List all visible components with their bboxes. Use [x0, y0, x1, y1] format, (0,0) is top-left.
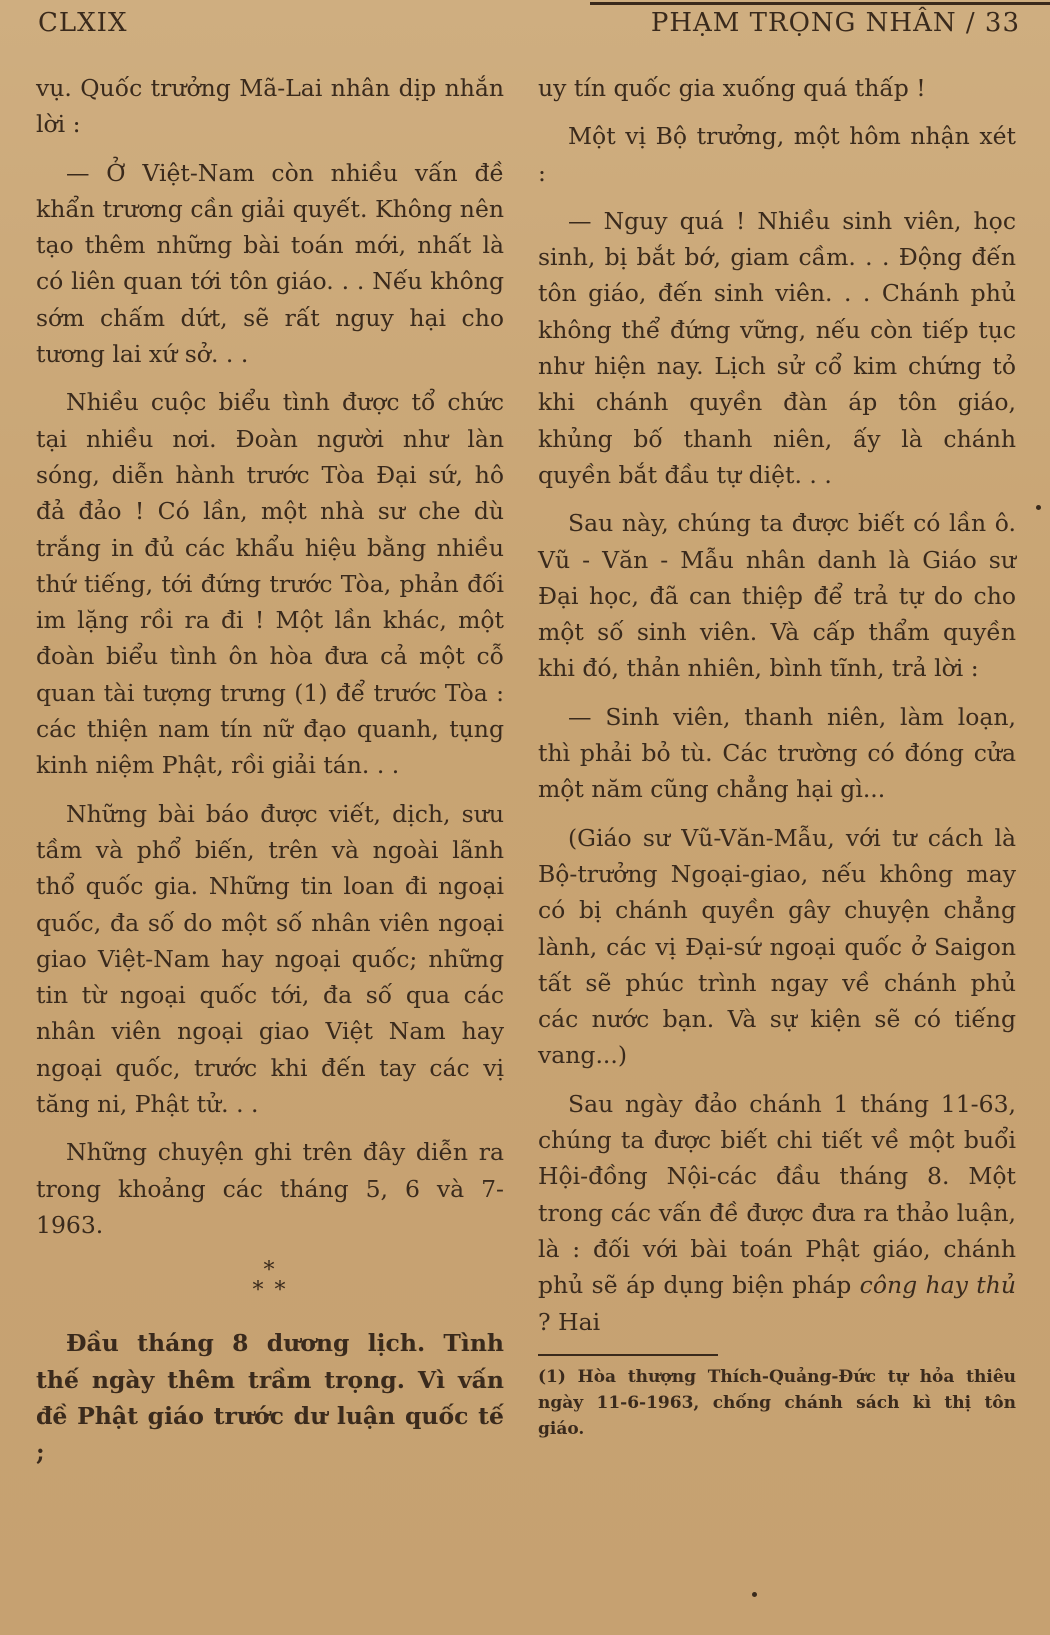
- asterism-bottom: * *: [252, 1278, 288, 1304]
- paragraph: Một vị Bộ trưởng, một hôm nhận xét :: [538, 122, 1016, 187]
- print-speck: [752, 1592, 757, 1597]
- section-number: CLXIX: [38, 8, 128, 38]
- paragraph: Nhiều cuộc biểu tình được tổ chức tại nhiều nơi. Đoàn người như làn sóng, diễn hành trước Tòa Đại sứ, hô đả đảo ! Có lần, một nhà sư che dù trắng in đủ các khẩu hiệu bằng nhiều thứ tiếng, tới đứng trước Tòa, phản đối im lặng rồi ra đi ! Một lần khác, một đoàn biểu tình ôn hòa đưa cả một cỗ quan tài tượng trưng (1) để trước Tòa : các thiện nam tín nữ đạo quanh, tụng kinh niệm Phật, rồi giải tán. . .: [36, 388, 504, 780]
- paragraph: — Ở Việt-Nam còn nhiều vấn đề khẩn trương cần giải quyết. Không nên tạo thêm những bài toán mới, nhất là có liên quan tới tôn giáo. . . Nếu không sớm chấm dứt, sẽ rất nguy hại cho tương lai xứ sở. . .: [36, 158, 504, 369]
- asterism-top: *: [263, 1258, 277, 1284]
- paragraph: Những chuyện ghi trên đây diễn ra trong khoảng các tháng 5, 6 và 7-1963.: [36, 1138, 504, 1239]
- italic-text: công hay thủ: [859, 1271, 1016, 1300]
- right-column: [538, 70, 1016, 1454]
- paragraph: — Sinh viên, thanh niên, làm loạn, thì phải bỏ tù. Các trường có đóng cửa một năm cũng chẳng hại gì...: [538, 702, 1016, 804]
- section-break-asterism: [36, 1258, 504, 1304]
- paragraph: uy tín quốc gia xuống quá thấp !: [538, 74, 926, 102]
- header-rule: [590, 2, 1050, 5]
- text-run: ? Hai: [538, 1307, 601, 1336]
- paragraph: Những bài báo được viết, dịch, sưu tầm và phổ biến, trên và ngoài lãnh thổ quốc gia. Những tin loan đi ngoại quốc, đa số do một số nhân viên ngoại giao Việt-Nam hay ngoại quốc; những tin từ ngoại quốc tới, đa số qua các nhân viên ngoại giao Việt Nam hay ngoại quốc, trước khi đến tay các vị tăng ni, Phật tử. . .: [36, 799, 504, 1119]
- running-head: PHẠM TRỌNG NHÂN / 33: [650, 8, 1020, 38]
- left-column: [36, 70, 504, 1482]
- footnote-rule: [538, 1354, 718, 1356]
- text-run: Sau ngày đảo chánh 1 tháng 11-63, chúng ta được biết chi tiết về một buổi Hội-đồng Nội-các đầu tháng 8. Một trong các vấn đề được đưa ra thảo luận, là : đối với bài toán Phật giáo, chánh phủ sẽ áp dụng biện pháp: [538, 1089, 1016, 1300]
- paragraph: (Giáo sư Vũ-Văn-Mẫu, với tư cách là Bộ-trưởng Ngoại-giao, nếu không may có bị chánh quyền gây chuyện chẳng lành, các vị Đại-sứ ngoại quốc ở Saigon tất sẽ phúc trình ngay về chánh phủ các nước bạn. Và sự kiện sẽ có tiếng vang...): [538, 823, 1016, 1070]
- footnote: (1) Hòa thượng Thích-Quảng-Đức tự hỏa thiêu ngày 11-6-1963, chống chánh sách kì thị tôn giáo.: [538, 1366, 1016, 1439]
- paragraph-bold: Đầu tháng 8 dương lịch. Tình thế ngày thêm trầm trọng. Vì vấn đề Phật giáo trước dư luận quốc tế ;: [36, 1329, 504, 1467]
- paragraph: Sau này, chúng ta được biết có lần ô. Vũ - Văn - Mẫu nhân danh là Giáo sư Đại học, đã can thiệp để trả tự do cho một số sinh viên. Và cấp thẩm quyền khi đó, thản nhiên, bình tĩnh, trả lời :: [538, 509, 1016, 683]
- paragraph: — Nguy quá ! Nhiều sinh viên, học sinh, bị bắt bớ, giam cầm. . . Động đến tôn giáo, đến sinh viên. . . Chánh phủ không thể đứng vững, nếu còn tiếp tục như hiện nay. Lịch sử cổ kim chứng tỏ khi chánh quyền đàn áp tôn giáo, khủng bố thanh niên, ấy là chánh quyền bắt đầu tự diệt. . .: [538, 206, 1016, 489]
- paragraph: [538, 1086, 1016, 1340]
- print-speck: [1036, 505, 1041, 510]
- paragraph: vụ. Quốc trưởng Mã-Lai nhân dịp nhắn lời :: [36, 74, 504, 139]
